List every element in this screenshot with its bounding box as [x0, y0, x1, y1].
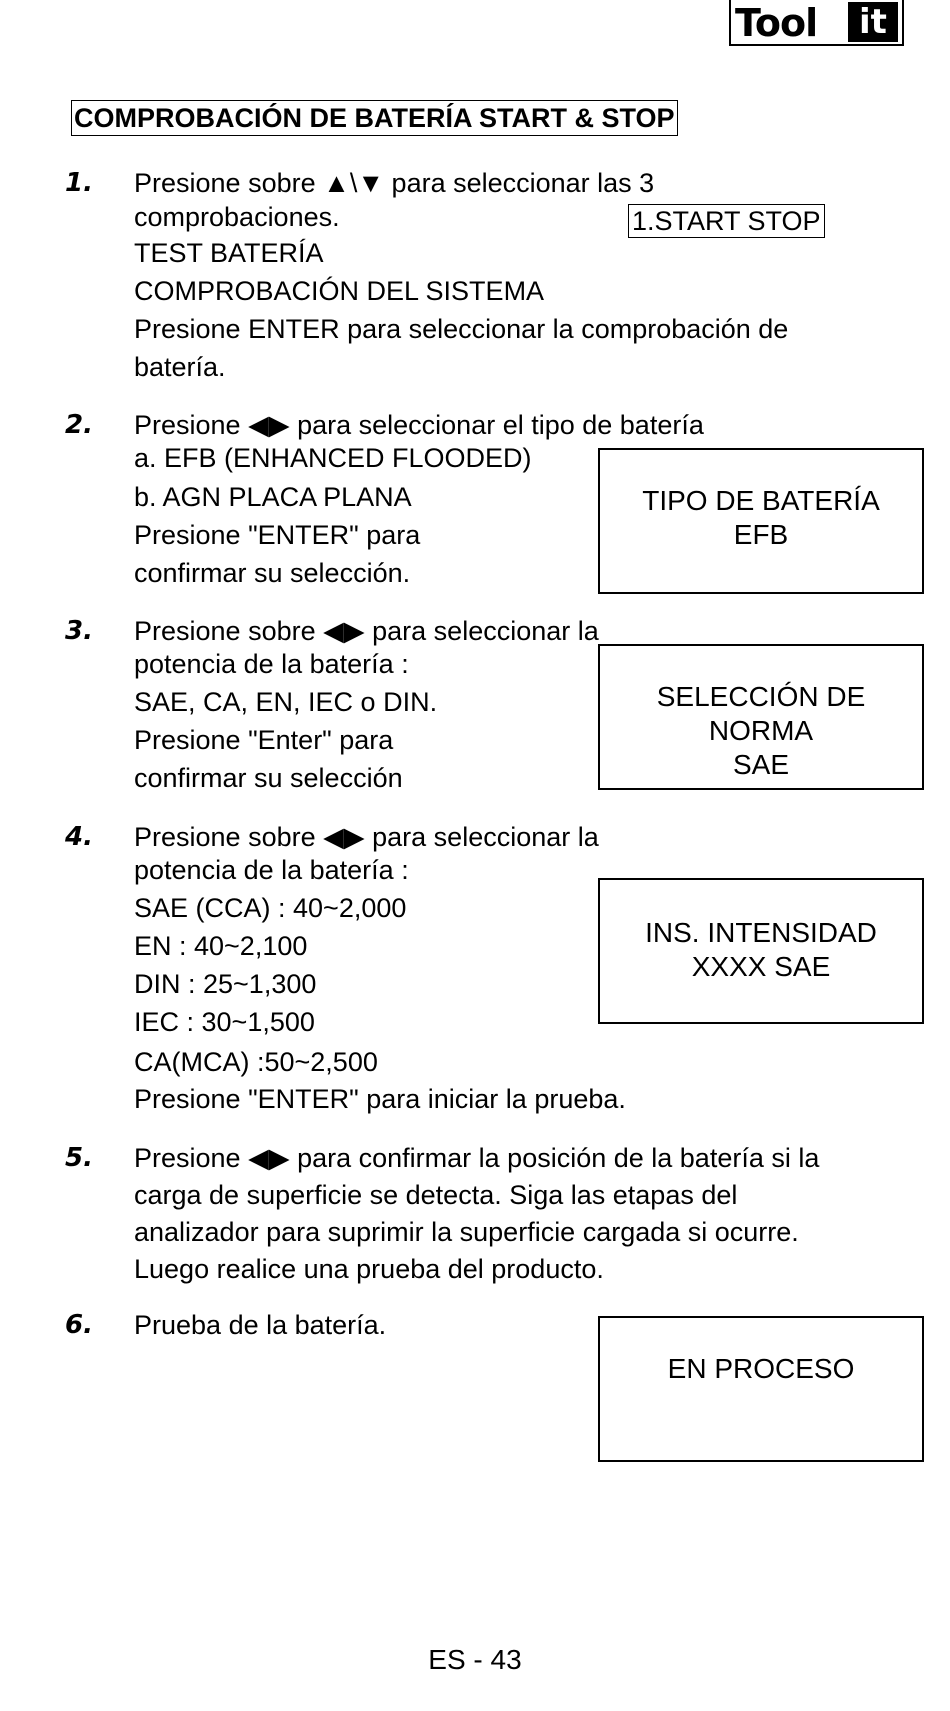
lcd-line: EFB	[733, 519, 789, 550]
step-4-line-2: potencia de la batería :	[134, 855, 409, 885]
lcd-line: TIPO DE BATERÍA	[642, 485, 880, 516]
step-4-line-5: DIN : 25~1,300	[134, 969, 317, 999]
lcd-screen-in-progress	[598, 1316, 924, 1462]
step-1-line-2: comprobaciones.	[134, 202, 340, 232]
step-1-display-chip: 1.START STOP	[628, 204, 825, 238]
step-6-line-1: Prueba de la batería.	[134, 1310, 387, 1340]
lcd-line: INS. INTENSIDAD	[645, 917, 877, 948]
step-4-line-1: Presione sobre ◀▶ para seleccionar la	[134, 822, 599, 852]
step-2-line-5: confirmar su selección.	[134, 558, 411, 588]
step-3-line-4: Presione "Enter" para	[134, 725, 394, 755]
lcd-line: XXXX SAE	[691, 951, 831, 982]
step-3-line-2: potencia de la batería :	[134, 649, 409, 679]
step-6-number: 6.	[65, 1310, 93, 1340]
page-title: COMPROBACIÓN DE BATERÍA START & STOP	[71, 100, 678, 136]
logo-suffix: it	[848, 2, 898, 42]
lcd-line: SAE	[732, 749, 790, 780]
step-5-line-2: carga de superficie se detecta. Siga las etapas del	[134, 1180, 738, 1210]
step-4-line-4: EN : 40~2,100	[134, 931, 308, 961]
step-4-line-6: IEC : 30~1,500	[134, 1007, 315, 1037]
lcd-screen-norm-selection	[598, 644, 924, 790]
step-2-number: 2.	[65, 410, 93, 440]
step-5-line-4: Luego realice una prueba del producto.	[134, 1254, 604, 1284]
step-1-line-6: batería.	[134, 352, 226, 382]
step-5-line-1: Presione ◀▶ para confirmar la posición de la batería si la	[134, 1143, 820, 1173]
lcd-screen-battery-type	[598, 448, 924, 594]
step-3-number: 3.	[65, 616, 93, 646]
step-2-line-4: Presione "ENTER" para	[134, 520, 421, 550]
step-4-line-3: SAE (CCA) : 40~2,000	[134, 893, 407, 923]
toolit-logo	[729, 0, 904, 46]
step-5-line-3: analizador para suprimir la superficie cargada si ocurre.	[134, 1217, 799, 1247]
step-4-line-8: Presione "ENTER" para iniciar la prueba.	[134, 1084, 626, 1114]
step-2-line-1: Presione ◀▶ para seleccionar el tipo de batería	[134, 410, 704, 440]
step-1-line-3: TEST BATERÍA	[134, 238, 324, 268]
step-1-number: 1.	[65, 168, 93, 198]
step-1-line-4: COMPROBACIÓN DEL SISTEMA	[134, 276, 545, 306]
step-4-line-7: CA(MCA) :50~2,500	[134, 1047, 378, 1077]
page-number: ES - 43	[428, 1644, 522, 1675]
logo-text: Tool	[735, 1, 818, 45]
step-4-number: 4.	[65, 822, 93, 852]
step-3-line-1: Presione sobre ◀▶ para seleccionar la	[134, 616, 599, 646]
step-3-line-3: SAE, CA, EN, IEC o DIN.	[134, 687, 438, 717]
step-5-number: 5.	[65, 1143, 93, 1173]
lcd-line: NORMA	[708, 715, 814, 746]
lcd-screen-intensity	[598, 878, 924, 1024]
lcd-line: EN PROCESO	[667, 1353, 855, 1384]
lcd-line: SELECCIÓN DE	[656, 681, 866, 712]
step-1-line-1: Presione sobre ▲\▼ para seleccionar las 3	[134, 168, 655, 198]
step-3-line-5: confirmar su selección	[134, 763, 403, 793]
step-2-line-2: a. EFB (ENHANCED FLOODED)	[134, 443, 532, 473]
step-1-line-5: Presione ENTER para seleccionar la comprobación de	[134, 314, 789, 344]
step-2-line-3: b. AGN PLACA PLANA	[134, 482, 412, 512]
